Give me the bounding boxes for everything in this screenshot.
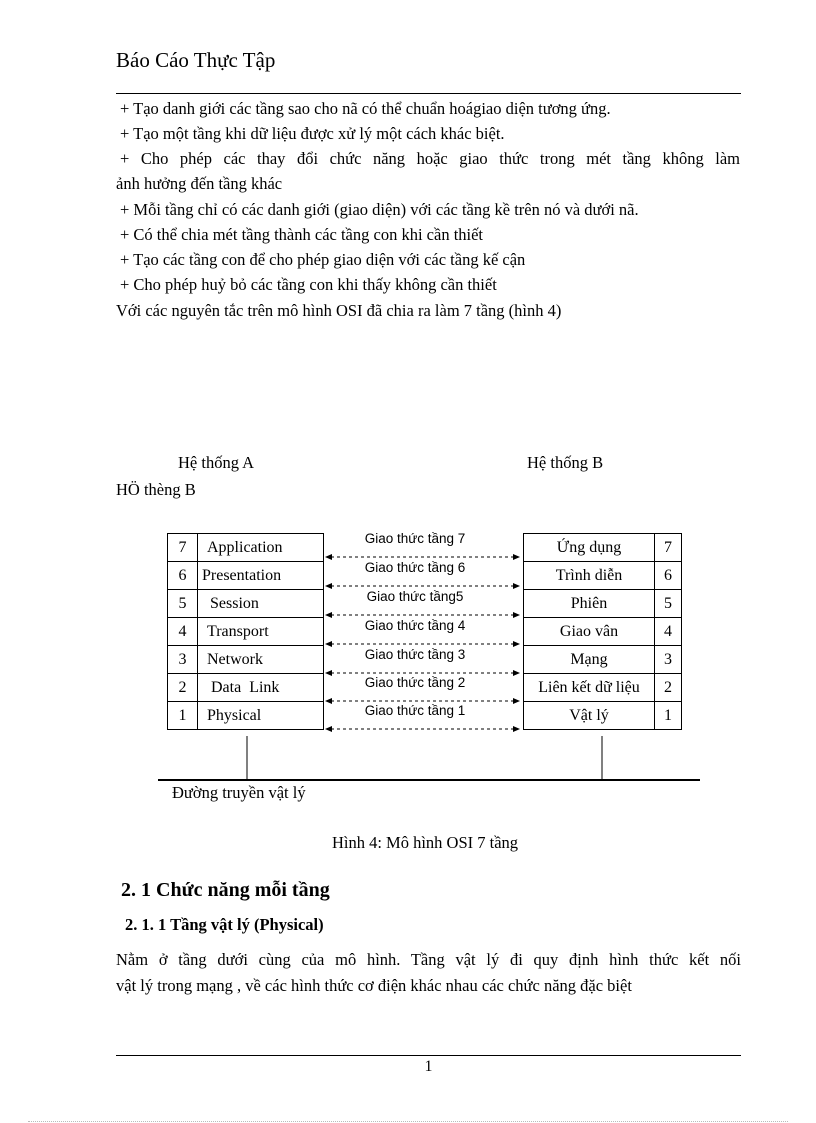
body-line: Với các nguyên tắc trên mô hình OSI đã chia ra làm 7 tầng (hình 4) xyxy=(116,301,562,320)
protocol-label: Giao thức tầng 7 xyxy=(364,531,466,546)
subsection-heading: 2. 1. 1 Tầng vật lý (Physical) xyxy=(125,915,324,934)
body-line: + Có thể chia mét tầng thành các tầng con khi cần thiết xyxy=(120,225,484,244)
layer-number: 3 xyxy=(168,646,198,674)
body-line: + Tạo một tầng khi dữ liệu được xử lý một cách khác biệt. xyxy=(120,124,505,143)
page-bottom-border xyxy=(28,1121,788,1122)
layer-number: 4 xyxy=(168,618,198,646)
body-line: + Cho phép huỷ bỏ các tầng con khi thấy không cần thiết xyxy=(120,275,497,294)
layer-name: Ứng dụng xyxy=(524,534,655,562)
layer-number: 7 xyxy=(655,534,682,562)
stray-system-label: HÖ thèng B xyxy=(116,480,196,499)
paragraph-line: vật lý trong mạng , về các hình thức cơ điện khác nhau các chức năng đặc biệt xyxy=(116,976,632,995)
layer-name: Mạng xyxy=(524,646,655,674)
figure-caption: Hình 4: Mô hình OSI 7 tầng xyxy=(331,833,519,852)
layer-name: Data Link xyxy=(198,674,324,702)
page-header-title: Báo Cáo Thực Tập xyxy=(116,48,276,72)
layer-name: Transport xyxy=(198,618,324,646)
layer-number: 2 xyxy=(168,674,198,702)
layer-name: Phiên xyxy=(524,590,655,618)
layer-name: Vật lý xyxy=(524,702,655,730)
layer-number: 5 xyxy=(168,590,198,618)
layer-name: Application xyxy=(198,534,324,562)
layer-number: 2 xyxy=(655,674,682,702)
footer-divider xyxy=(116,1055,741,1056)
protocol-label: Giao thức tầng 3 xyxy=(364,647,466,662)
layer-number: 3 xyxy=(655,646,682,674)
layer-number: 4 xyxy=(655,618,682,646)
layer-name: Physical xyxy=(198,702,324,730)
layer-name: Trình diễn xyxy=(524,562,655,590)
protocol-label: Giao thức tầng 4 xyxy=(364,618,466,633)
page-number: 1 xyxy=(424,1058,433,1075)
layer-number: 1 xyxy=(168,702,198,730)
system-b-label: Hệ thống B xyxy=(527,453,604,472)
section-heading: 2. 1 Chức năng mỗi tầng xyxy=(121,879,330,901)
layer-name: Session xyxy=(198,590,324,618)
protocol-label: Giao thức tầng5 xyxy=(366,589,464,604)
physical-medium-label: Đường truyền vật lý xyxy=(172,783,306,802)
body-line: + Cho phép các thay đổi chức năng hoặc giao thức trong mét tầng không làm xyxy=(120,149,740,168)
layer-name: Network xyxy=(198,646,324,674)
body-line: + Tạo các tầng con để cho phép giao diện với các tầng kế cận xyxy=(120,250,526,269)
protocol-label: Giao thức tầng 6 xyxy=(364,560,466,575)
body-line: + Tạo danh giới các tầng sao cho nã có thể chuẩn hoágiao diện tương ứng. xyxy=(120,99,611,118)
paragraph-line: Nằm ở tầng dưới cùng của mô hình. Tầng vật lý đi quy định hình thức kết nối xyxy=(116,950,741,969)
layer-name: Presentation xyxy=(198,562,324,590)
protocol-label: Giao thức tầng 2 xyxy=(364,675,466,690)
layer-number: 7 xyxy=(168,534,198,562)
layer-number: 6 xyxy=(168,562,198,590)
body-line: ảnh hưởng đến tầng khác xyxy=(116,174,283,193)
protocol-label: Giao thức tầng 1 xyxy=(364,703,466,718)
layer-name: Giao vân xyxy=(524,618,655,646)
layer-name: Liên kết dữ liệu xyxy=(524,674,655,702)
layer-number: 6 xyxy=(655,562,682,590)
body-line: + Mỗi tầng chỉ có các danh giới (giao diện) với các tầng kề trên nó và dưới nã. xyxy=(120,200,639,219)
layer-number: 1 xyxy=(655,702,682,730)
layer-number: 5 xyxy=(655,590,682,618)
system-a-label: Hệ thống A xyxy=(178,453,255,472)
